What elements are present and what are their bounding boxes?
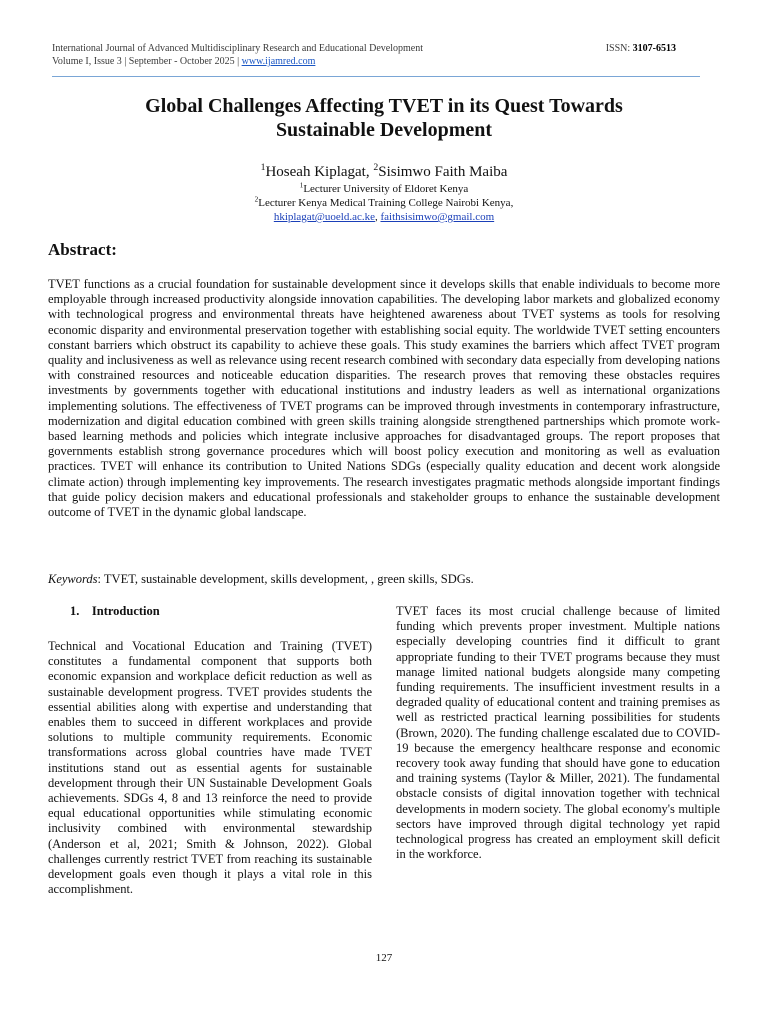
section-heading-introduction: 1. Introduction: [70, 604, 160, 618]
issn-label: ISSN:: [605, 43, 633, 54]
page-number: 127: [375, 952, 393, 964]
affiliation-2-marker: 2: [254, 195, 259, 204]
keywords: [48, 572, 720, 587]
issn-value: 3107-6513: [632, 43, 676, 54]
title-line-1: Global Challenges Affecting TVET in its Quest Towards: [145, 95, 623, 117]
abstract-heading: Abstract:: [48, 240, 117, 259]
issn: [606, 42, 676, 55]
paper-title: [60, 94, 708, 142]
intro-paragraph-left: Technical and Vocational Education and Training (TVET) constitutes a fundamental component that supports both economic expansion and workplace deficit reduction as well as sustainable development progress. TVET provides students the essential abilities along with expertise and understanding that enables them to succeed in different workplaces and provide solutions to multiple community requirements. Economic transformations across global countries have made TVET institutions stand out as essential agents for sustainable development through their UN Sustainable Development Goals achievements. SDGs 4, 8 and 13 reinforce the need to provide equal educational opportunities while stimulating economic inclusivity combined with environmental stewardship (Anderson et al, 2021; Smith & Johnson, 2022). Global challenges currently restrict TVET from reaching its sustainable development goals even though it plays a vital role in this accomplishment.: [48, 639, 372, 897]
author-1-name: Hoseah Kiplagat,: [265, 164, 374, 180]
journal-header: [52, 42, 676, 68]
affiliation-2: [60, 196, 708, 210]
title-line-2: Sustainable Development: [275, 119, 493, 141]
left-column: [48, 604, 372, 897]
author-1-marker: 1: [260, 162, 266, 173]
issue-text: Volume I, Issue 3 | September - October 2025 |: [52, 56, 242, 67]
right-column: [396, 604, 720, 862]
intro-paragraph-right: TVET faces its most crucial challenge because of limited funding which prevents proper investment. Multiple nations especially developing countries find it difficult to grant appropriate funding to their TVET programs because they must manage limited national budgets alongside many competing funding requirements. The insufficient investment results in a degraded quality of educational content and training premises as well as restricted practical learning possibilities for students (Brown, 2020). The funding challenge escalated due to COVID-19 because the emergency healthcare response and economic recovery took away funding that should have gone to education and training systems (Taylor & Miller, 2021). The fundamental obstacle consists of digital innovation together with technical developments in modern society. The global economy's multiple sectors have improved through digital technology yet rapid technological progress has created an employment skill deficit in the workforce.: [396, 604, 720, 862]
author-list: [60, 162, 708, 182]
email-link-2[interactable]: faithsisimwo@gmail.com: [380, 211, 495, 223]
keywords-label: Keywords: [48, 572, 98, 586]
email-link-1[interactable]: hkiplagat@uoeld.ac.ke: [273, 211, 375, 223]
author-2-marker: 2: [373, 162, 379, 173]
author-emails: [60, 210, 708, 224]
journal-url-link[interactable]: www.ijamred.com: [241, 56, 316, 67]
affiliation-1-text: Lecturer University of Eldoret Kenya: [303, 183, 469, 195]
journal-name: International Journal of Advanced Multidisciplinary Research and Educational Development: [52, 43, 423, 54]
author-2-name: Sisimwo Faith Maiba: [378, 164, 508, 180]
email-separator: ,: [374, 211, 381, 223]
header-divider: [52, 76, 700, 77]
affiliation-1-marker: 1: [299, 181, 304, 190]
keywords-text: : TVET, sustainable development, skills development, , green skills, SDGs.: [97, 572, 474, 586]
abstract-body: TVET functions as a crucial foundation for sustainable development since it develops skills that enable individuals to become more employable through increased productivity alongside innovation capabilities. The developing labor markets and globalized economy with technological progress and environmental threats have heightened awareness about TVET systems as tools for resolving economic disparity and environmental preservation together with establishing social equity. The worldwide TVET setting encounters constant barriers which obstruct its capability to achieve these goals. This study examines the barriers which affect TVET program quality and inclusiveness as well as relevance using recent research combined with secondary data especially from developing nations with constrained resources and noticeable education disparities. The research proves that removing these obstacles requires investments by governments together with educational institutions and industry leaders as well as international organizations implementing solutions. The effectiveness of TVET programs can be improved through investments in contemporary infrastructure, modernization and digital education combined with green skills training alongside strengthened partnerships which promote work-based learning methods and policies which integrate inclusive approaches for disadvantaged groups. The report proposes that governments establish strong governance procedures which will boost policy execution and monitoring as well as evaluation practices. TVET will enhance its contribution to United Nations SDGs (especially quality education and decent work alongside climate action) through implementing key improvements. The research investigates pragmatic methods alongside important findings that guide policy decision makers and educational professionals and stakeholder groups to enhance the sustainable development outcome of TVET in the dynamic global landscape.: [48, 277, 720, 520]
affiliation-1: [60, 182, 708, 196]
affiliation-2-text: Lecturer Kenya Medical Training College Nairobi Kenya,: [258, 197, 514, 209]
issue-info: [52, 55, 676, 68]
